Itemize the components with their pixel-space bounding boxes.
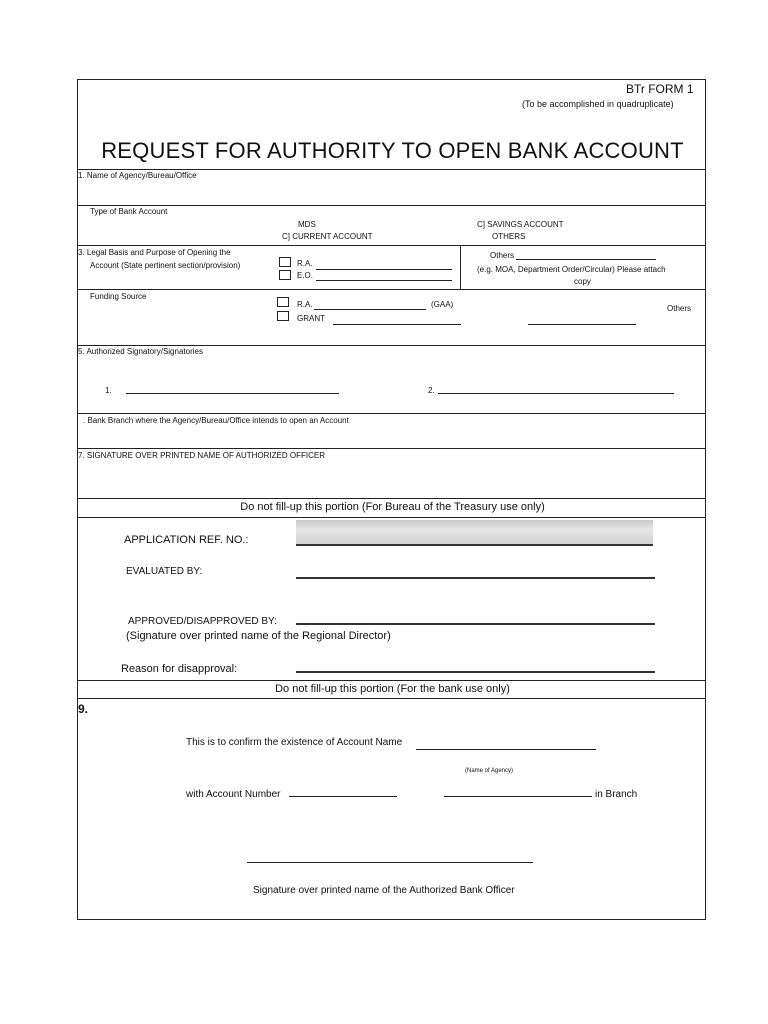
account-name-line[interactable] [416, 749, 596, 750]
legal-note-line1: (e.g. MOA, Department Order/Circular) Please attach [477, 265, 666, 274]
in-branch-label: in Branch [595, 789, 638, 800]
legal-basis-label-line2: Account (State pertinent section/provision) [90, 261, 241, 270]
evaluated-by-line[interactable] [296, 577, 655, 579]
agency-note: (Name of Agency) [465, 768, 514, 774]
grant-checkbox[interactable] [277, 311, 289, 321]
divider [78, 245, 705, 246]
gaa-label: (GAA) [431, 300, 454, 309]
divider [78, 698, 705, 699]
eo-label: E.O. [297, 271, 314, 280]
bank-officer-signature-line[interactable] [247, 862, 533, 863]
treasury-banner: Do not fill-up this portion (For Bureau of the Treasury use only) [240, 501, 545, 513]
bank-account-request-form [77, 79, 706, 920]
signatory-1-number: 1. [105, 386, 112, 395]
legal-basis-label-line1: 3. Legal Basis and Purpose of Opening the [78, 248, 231, 257]
account-type-label: Type of Bank Account [90, 207, 168, 216]
divider [78, 517, 705, 518]
signatory-1-line[interactable] [126, 393, 339, 394]
branch-line[interactable] [444, 796, 592, 797]
legal-others-input-line[interactable] [516, 259, 656, 260]
bank-banner: Do not fill-up this portion (For the bank use only) [275, 683, 510, 695]
funding-others-label: Others [667, 304, 692, 313]
authorized-officer-label: 7. SIGNATURE OVER PRINTED NAME OF AUTHORIZED OFFICER [78, 451, 325, 460]
mds-option: MDS [298, 220, 316, 229]
regional-director-note: (Signature over printed name of the Regional Director) [126, 630, 391, 642]
account-number-line[interactable] [289, 796, 397, 797]
divider [78, 169, 705, 170]
signatories-label: 5. Authorized Signatory/Signatories [78, 347, 203, 356]
divider [78, 680, 705, 681]
legal-others-label: Others [490, 251, 515, 260]
signatory-2-number: 2. [428, 386, 435, 395]
divider [78, 498, 705, 499]
others-account-option: OTHERS [492, 232, 526, 241]
grant-input-line[interactable] [333, 324, 461, 325]
funding-ra-input-line[interactable] [314, 309, 426, 310]
disapproval-reason-line[interactable] [296, 671, 655, 673]
divider [78, 205, 705, 206]
grant-label: GRANT [297, 314, 325, 323]
divider [78, 413, 705, 414]
approved-by-label: APPROVED/DISAPPROVED BY: [128, 616, 277, 627]
ra-checkbox[interactable] [279, 257, 291, 267]
funding-ra-label: R.A. [297, 300, 313, 309]
form-code: BTr FORM 1 [626, 82, 694, 96]
eo-input-line[interactable] [316, 280, 452, 281]
savings-account-option: C] SAVINGS ACCOUNT [477, 220, 564, 229]
disapproval-reason-label: Reason for disapproval: [121, 663, 238, 675]
funding-ra-checkbox[interactable] [277, 297, 289, 307]
funding-others-input-line[interactable] [528, 324, 636, 325]
section-9-number: 9. [78, 702, 89, 716]
divider [78, 345, 705, 346]
signatory-2-line[interactable] [438, 393, 674, 394]
confirm-account-text: This is to confirm the existence of Account Name [186, 737, 403, 748]
funding-source-label: Funding Source [90, 292, 147, 301]
application-ref-line[interactable] [296, 544, 653, 546]
redacted-reference [296, 520, 653, 544]
page-title: REQUEST FOR AUTHORITY TO OPEN BANK ACCOUNT [101, 138, 684, 163]
divider [78, 448, 705, 449]
divider [78, 289, 705, 290]
bank-branch-label: . Bank Branch where the Agency/Bureau/Office intends to open an Account [83, 416, 349, 425]
application-ref-label: APPLICATION REF. NO.: [124, 534, 249, 546]
copies-note: (To be accomplished in quadruplicate) [522, 99, 674, 109]
ra-label: R.A. [297, 259, 313, 268]
legal-note-line2: copy [574, 277, 591, 286]
bank-officer-signature-caption: Signature over printed name of the Authorized Bank Officer [253, 885, 515, 896]
eo-checkbox[interactable] [279, 270, 291, 280]
current-account-option: C] CURRENT ACCOUNT [282, 232, 373, 241]
account-number-label: with Account Number [186, 789, 281, 800]
ra-input-line[interactable] [316, 269, 452, 270]
approved-by-line[interactable] [296, 623, 655, 625]
divider-vertical [460, 245, 461, 289]
evaluated-by-label: EVALUATED BY: [126, 566, 203, 577]
agency-name-label: 1. Name of Agency/Bureau/Office [78, 171, 197, 180]
